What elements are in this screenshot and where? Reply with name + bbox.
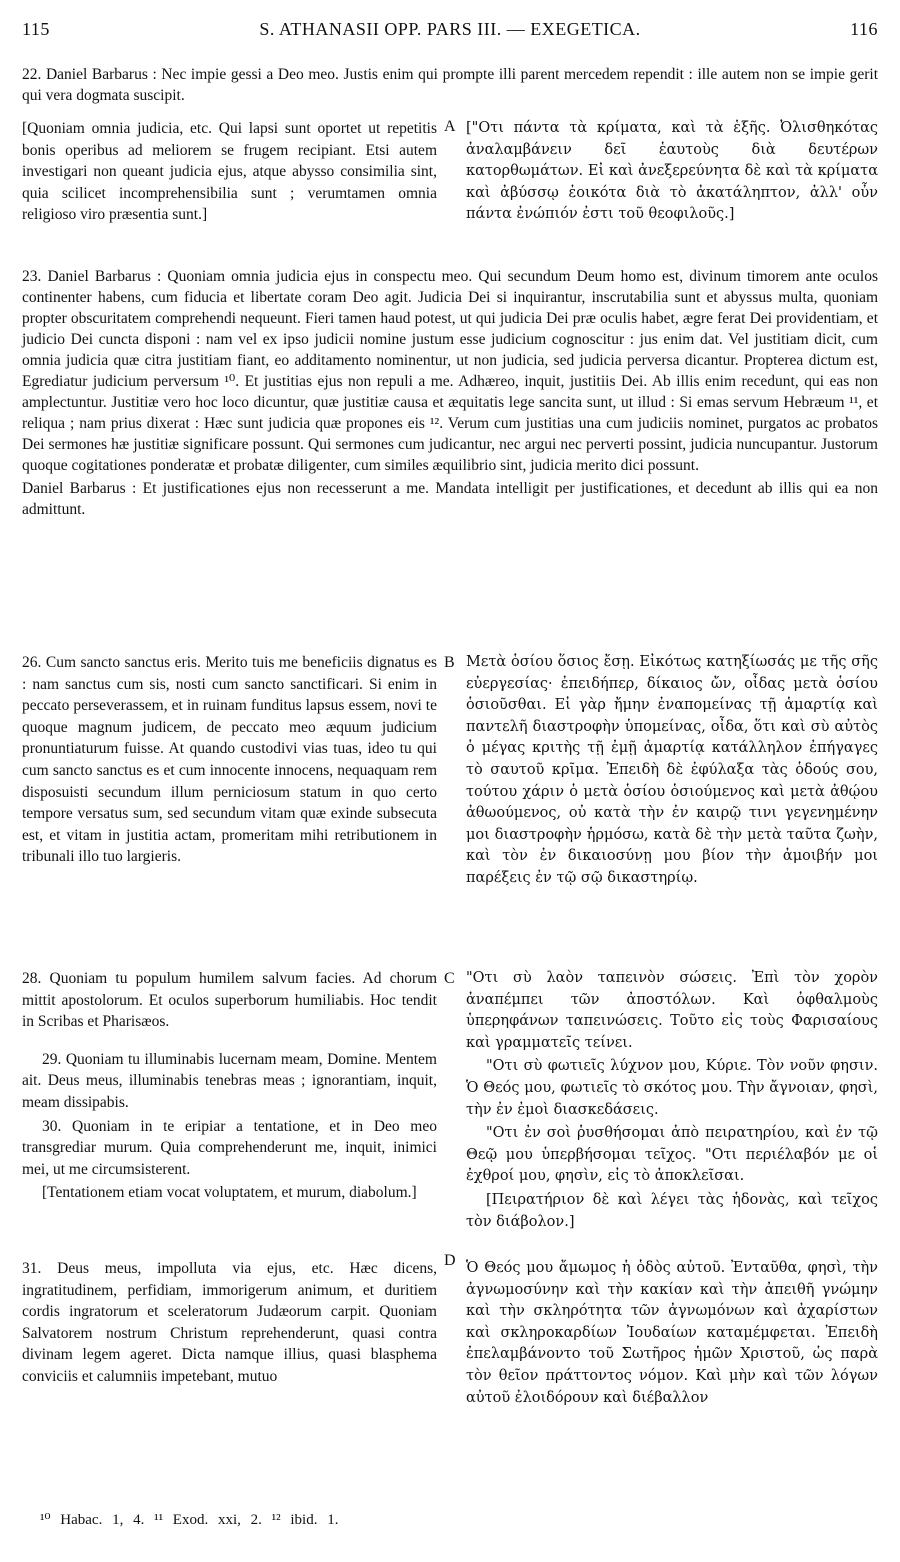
verse-28-latin: 28. Quoniam tu populum humilem salvum facies. Ad chorum mittit apostolorum. Et oculos superborum humiliabis. Hoc tendit in Scribas et Pharisæos. bbox=[22, 970, 437, 1031]
section-a-latin-text: [Quoniam omnia judicia, etc. Qui lapsi sunt oportet ut repetitis bonis operibus ad meliorem se frugem recipiant. Etsi autem investigari non queant judicia ejus, atque abysso consimilia sint, quia scilicet incomprehensibilia sunt ; verumtamen omnia religioso viro præsentia sunt.] bbox=[22, 120, 437, 224]
page-number-right: 116 bbox=[850, 18, 878, 39]
verse-30-latin: 30. Quoniam in te eripiar a tentatione, et in Deo meo transgrediar murum. Quia comprehenderunt me, inquit, inimici mei, ut me circumsisterent. bbox=[22, 1117, 437, 1178]
margin-marker-a: A bbox=[444, 118, 456, 135]
verse-30-greek: "Οτι ἐν σοὶ ῥυσθήσομαι ἀπὸ πειρατηρίου, καὶ ἐν τῷ Θεῷ μου ὑπερβήσομαι τεῖχος. "Οτι περιέλαβόν με οἱ ἐχθροί μου, φησὶν, εἰς τὸ ἀποκλεῖσαι. bbox=[466, 1125, 878, 1185]
verse-28-greek: "Οτι σὺ λαὸν ταπεινὸν σώσεις. Ἐπὶ τὸν χορὸν ἀναπέμπει τῶν ἀποστόλων. Καὶ ὀφθαλμοὺς ὑπερηφάνων ταπεινώσεις. Τοῦτο εἰς τοὺς Φαρισαίους καὶ γραμματεῖς τείνει. bbox=[466, 970, 878, 1051]
verse-29-latin: 29. Quoniam tu illuminabis lucernam meam, Domine. Mentem ait. Deus meus, illuminabis tenebras meas ; ignorantiam, inquit, meam dissipabis. bbox=[22, 1050, 437, 1111]
section-d-greek bbox=[466, 1258, 878, 1411]
paragraph-23-text: 23. Daniel Barbarus : Quoniam omnia judicia ejus in conspectu meo. Qui secundum Deum homo est, divinum timorem ante oculos continenter habens, cum fiducia et libertate coram Deo agit. Judicia Dei si inquirantur, inscrutabilia sunt et abyssus multa, quoniam propter obscuritatem comprehendi nequeunt. Fieri tamen haud potest, ut qui judicia Dei præ oculis habet, ægre ferat Dei providentiam, et judicio Dei cuncta disponi : nam vel ex ipso judicii nomine justum esse judicium cognoscitur : jus enim dat. Vel justitiam dicit, cum omnia judicia quæ citra justitiam fiant, eo additamento nominentur, ut non judicia, sed judicia perversa dicantur. Propterea dictum est, Egrediatur judicium perversum ¹⁰. Et justitias ejus non repuli a me. Adhæreo, inquit, justitiis Dei. Ab illis enim recedunt, qui eas non amplectuntur. Justitiæ vero hoc loco dicuntur, quæ justitiæ causa et æquitatis lege sancita sunt, ut illud : Si emas servum Hebræum ¹¹, et reliqua ; nam prius dixerat : Hæc sunt judicia quæ propones eis ¹². Verum cum justitias una cum judiciis nominet, purgatos ac probatos Dei sermones hæ justitiæ significare possunt. Qui sermones cum judicantur, nec argui nec perverti possint, judicia nuncupantur. Justorum quoque cogitationes ponderatæ et probatæ diligenter, cum similes æquilibrio sint, judicia merito dici possunt. bbox=[22, 268, 878, 474]
verse-30-note-greek: [Πειρατήριον δὲ καὶ λέγει τὰς ἡδονὰς, καὶ τεῖχος τὸν διάβολον.] bbox=[466, 1191, 878, 1230]
verse-29-greek: "Οτι σὺ φωτιεῖς λύχνον μου, Κύριε. Τὸν νοῦν φησιν. Ὁ Θεός μου, φωτιεῖς τὸ σκότος μου. Τὴν ἄγνοιαν, φησὶ, τὴν ἐν ἐμοὶ διασκεδάσεις. bbox=[466, 1058, 878, 1118]
section-c-greek bbox=[466, 968, 878, 1235]
footnotes: ¹⁰ Habac. 1, 4. ¹¹ Exod. xxi, 2. ¹² ibid. 1. bbox=[40, 1512, 339, 1528]
section-a-latin bbox=[22, 118, 437, 228]
section-a-greek bbox=[466, 118, 878, 228]
section-b-greek-text: Μετὰ ὁσίου ὅσιος ἔσῃ. Εἰκότως κατηξίωσάς με τῆς σῆς εὐεργεσίας· ἐπειδήπερ, δίκαιος ὤν, οἶδας μετὰ ὁσίου ὁσιοῦσθαι. Εἰ γὰρ ἤμην ἐναπομείνας τῇ ἁμαρτίᾳ καὶ παντελῆ διαστροφὴν ὑπομείνας, οἶδα, ὅτι καὶ σὺ αὐτὸς ὁ μέγας κριτὴς τῇ ἐμῇ ἁμαρτίᾳ κατάλληλον ἐπήγαγες τὸ σαυτοῦ κρῖμα. Ἐπειδὴ δὲ ἐφύλαξα τὰς ὁδούς σου, τούτου χάριν ὁ μετὰ ὁσίου ὁσιούμενος καὶ μετὰ ἀθῴου ἀθωούμενος, οὐ κατὰ τὴν ἐν καιρῷ τινι γεγενημένην μοι διαστροφὴν ἡρμόσω, κατὰ δὲ τὴν μετὰ ταῦτα ζωὴν, καὶ τὸν ἐν δικαιοσύνῃ μου βίον τὴν ἀμοιβήν μοι παρέξεις ἐν τῷ σῷ δικαστηρίῳ. bbox=[466, 654, 878, 886]
section-b-latin-text: 26. Cum sancto sanctus eris. Merito tuis me beneficiis dignatus es : nam sanctus cum sis, nosti cum sancto sanctificari. Si enim in peccato perseverassem, et in ruinam funditus lapsus essem, novi te quoque magnum judicem, de peccato meo æquum judicium pronuntiaturum fuisse. At quando custodivi vias tuas, ideo tu qui cum sancto sanctus es et cum innocente innocens, nequaquam rem disposuisti secundum illum perniciosum statum in quo certo tempore versatus sum, sed secundum vitam quæ exinde subsecuta est, et vitam in justitia actam, promeritam mihi retributionem in tribunali illo tuo largieris. bbox=[22, 654, 437, 866]
verse-30-note-latin: [Tentationem etiam vocat voluptatem, et murum, diabolum.] bbox=[42, 1184, 417, 1202]
paragraph-23 bbox=[22, 266, 878, 522]
running-title: S. ATHANASII OPP. PARS III. — EXEGETICA. bbox=[259, 18, 641, 39]
section-b-latin bbox=[22, 652, 437, 870]
paragraph-22 bbox=[22, 64, 878, 108]
section-a-greek-text: ["Οτι πάντα τὰ κρίματα, καὶ τὰ ἑξῆς. Ὀλισθηκότας ἀναλαμβάνειν δεῖ ἑαυτοὺς διὰ δευτέρων κατορθωμάτων. Εἰ καὶ ἀνεξερεύνητα δὲ καὶ τὰ κρίματα καὶ ἀβύσσῳ ἐοικότα διὰ τὸ ἀκατάληπτον, ἀλλ' οὖν πάντα ἐνώπιόν ἐστι τοῦ θεοφιλοῦς.] bbox=[466, 120, 878, 223]
verse-31-greek: Ὁ Θεός μου ἄμωμος ἡ ὁδὸς αὐτοῦ. Ἐνταῦθα, φησὶ, τὴν ἀγνωμοσύνην καὶ τὴν κακίαν καὶ τὴν ἀπειθῆ γνώμην καὶ τὴν σκληρότητα τῶν ἀγνωμόνων καὶ ἀχαρίστων καὶ σκληροκαρδίων Ἰουδαίων καταμέμφεται. Ἐπειδὴ ἐπελαμβάνοντο τοῦ Σωτῆρος ἡμῶν Χριστοῦ, ὡς παρὰ τὸν θεῖον πράττοντος νόμον. Καὶ μὴν καὶ τῶν λόγων αὐτοῦ ἐλοιδόρουν καὶ διέβαλλον bbox=[466, 1260, 878, 1406]
margin-marker-b: B bbox=[444, 654, 455, 671]
section-d-latin bbox=[22, 1258, 437, 1390]
margin-marker-d: D bbox=[444, 1252, 456, 1269]
running-header bbox=[22, 14, 878, 44]
verse-31-latin: 31. Deus meus, impolluta via ejus, etc. Hæc dicens, ingratitudinem, perfidiam, immorigerum animum, et duritiem cordis ingratorum et sceleratorum Judæorum carpit. Quoniam Salvatorem nostrum Christum reprehenderunt, quasi contra divinam legem ageret. Dicta namque illius, quasi blasphema conviciis et calumniis impetebant, mutuo bbox=[22, 1260, 437, 1385]
margin-marker-c: C bbox=[444, 970, 455, 987]
paragraph-22-text: 22. Daniel Barbarus : Nec impie gessi a Deo meo. Justis enim qui prompte illi parent mercedem rependit : ille autem non se impie gerit qui vera dogmata suscipit. bbox=[22, 66, 878, 104]
paragraph-24-text: Daniel Barbarus : Et justificationes ejus non recesserunt a me. Mandata intelligit per justificationes, et decedunt ab illis qui ea non admittunt. bbox=[22, 480, 878, 518]
section-b-greek bbox=[466, 652, 878, 892]
page-number-left: 115 bbox=[22, 18, 50, 39]
section-c-latin bbox=[22, 968, 437, 1206]
